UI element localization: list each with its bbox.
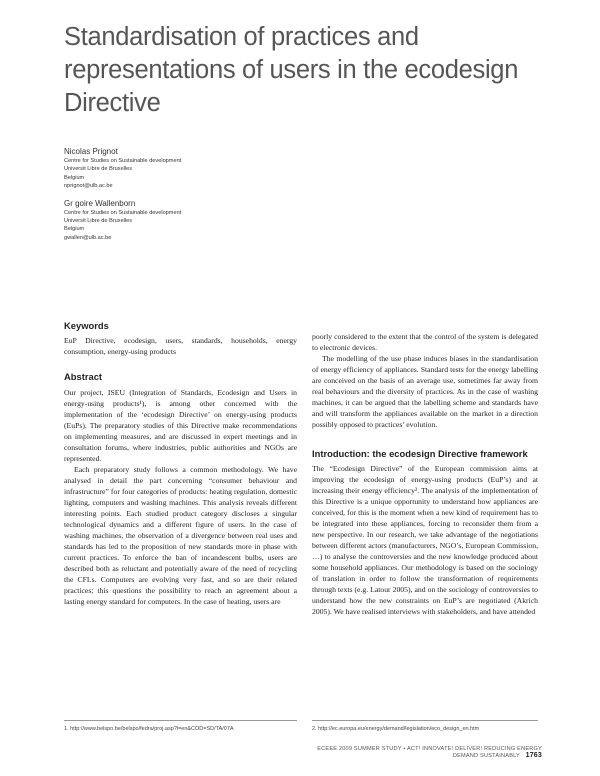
abstract-paragraph-1: Our project, ISEU (Integration of Standards, Ecodesign and Users in energy-using products¹), is among other concerned with the implementation of the ‘ecodesign Directive’ on energy-using products (EuPs). The preparatory studies of this Directive make recommendations on implementing measures, and are discussed in expert meetings and in consultation forums, where industries, public authorities and NGOs are represented. [64, 388, 297, 463]
affiliation-line: Belgium [64, 174, 85, 181]
right-column [312, 331, 538, 617]
author-email[interactable]: gwallen@ulb.ac.be [64, 234, 112, 241]
footnote-2[interactable]: 2. http://ec.europa.eu/energy/demand/legislation/eco_design_en.htm [312, 726, 480, 732]
left-column [64, 320, 297, 607]
affiliation-line: Centre for Studies on Sustainable development [64, 158, 182, 164]
abstract-section [64, 371, 297, 607]
abstract-paragraph-3: The modelling of the use phase induces biases in the standardisation of energy efficiency of appliances. Standard tests for the energy labelling are conceived on the basis of an average use, sometimes far away from real behaviours and the diversity of practices. As in the case of washing machines, it can be argued that the labelling scheme and standards have and will transform the appliances available on the market in a direction possibly opposed to practices’ evolution. [312, 354, 538, 429]
footnote-1[interactable]: 1. http://www.belspo.be/belspo/fedra/proj.asp?l=en&COD=SD/TA/07A [64, 726, 234, 732]
author-block [64, 146, 364, 249]
affiliation-line: Universit Libre de Bruxelles [64, 166, 133, 173]
page-footer [292, 746, 542, 759]
page-number: 1763 [525, 752, 542, 759]
affiliation-line: Centre for Studies on Sustainable development [64, 209, 182, 216]
paper-title: Standardisation of practices and representations of users in the ecodesign Directive [64, 23, 519, 118]
author-name: Gr goire Wallenborn [64, 198, 136, 208]
footer-text: ECEEE 2009 SUMMER STUDY • ACT! INNOVATE! DELIVER! REDUCING ENERGY DEMAND SUSTAINABLY [317, 746, 542, 759]
author-2 [64, 198, 364, 243]
footnote-rule-right [312, 720, 538, 721]
author-email[interactable]: nprignot@ulb.ac.be [64, 183, 113, 190]
affiliation-line: Belgium [64, 226, 85, 233]
author-name: Nicolas Prignot [64, 147, 118, 156]
keywords-text: EuP Directive, ecodesign, users, standards, households, energy consumption, energy-using products [64, 336, 297, 356]
abstract-heading: Abstract [64, 371, 103, 382]
introduction-paragraph: The “Ecodesign Directive” of the European commission aims at improving the ecodesign of energy-using products (EuP’s) and at increasing their energy efficiency². The analysis of the implementation of this Directive is a unique opportunity to understand how appliances are conceived, for this is the moment when a new kind of requirement has to be integrated into these appliances, forcing to reconsider them from a new perspective. In our research, we take advantage of the negotiations between different actors (manufacturers, NGO’s, European Commission, …) to analyse the controversies and the new knowledge produced about some household appliances. Our methodology is based on the sociology of translation in order to follow the transformation of requirements through texts (e.g. Latour 2005), and on the sociology of controversies to understand how the new constraints on EuP’s are negotiated (Akrich 2005). We have realised interviews with stakeholders, and have attended [312, 464, 538, 616]
keywords-heading: Keywords [64, 320, 109, 331]
keywords-section [64, 320, 297, 357]
author-1 [64, 146, 364, 191]
affiliation-line: Universit Libre de Bruxelles [64, 218, 133, 225]
abstract-paragraph-continued: poorly considered to the extent that the control of the system is delegated to electronic devices. [312, 332, 538, 352]
introduction-heading: Introduction: the ecodesign Directive framework [312, 448, 528, 459]
abstract-paragraph-2: Each preparatory study follows a common methodology. We have analysed in detail the part concerning “consumer behaviour and infrastructure” for four categories of products: heating regulation, domestic lighting, computers and washing machines. This analysis reveals different interesting points. Each studied product category discloses a singular technological dynamics and a different figure of users. In the case of washing machines, the observation of a divergence between real uses and standards has led to the proposition of new standards more in phase with current practices. To enforce the ban of incandescent bulbs, users are described both as reluctant and potentially aware of the need of recycling the CFLs. Computers are evolving very fast, and so are their related practices; this questions the possibility to reach an agreement about a lasting energy standard for computers. In the case of heating, users are [64, 465, 297, 606]
footnote-rule-left [64, 720, 297, 721]
